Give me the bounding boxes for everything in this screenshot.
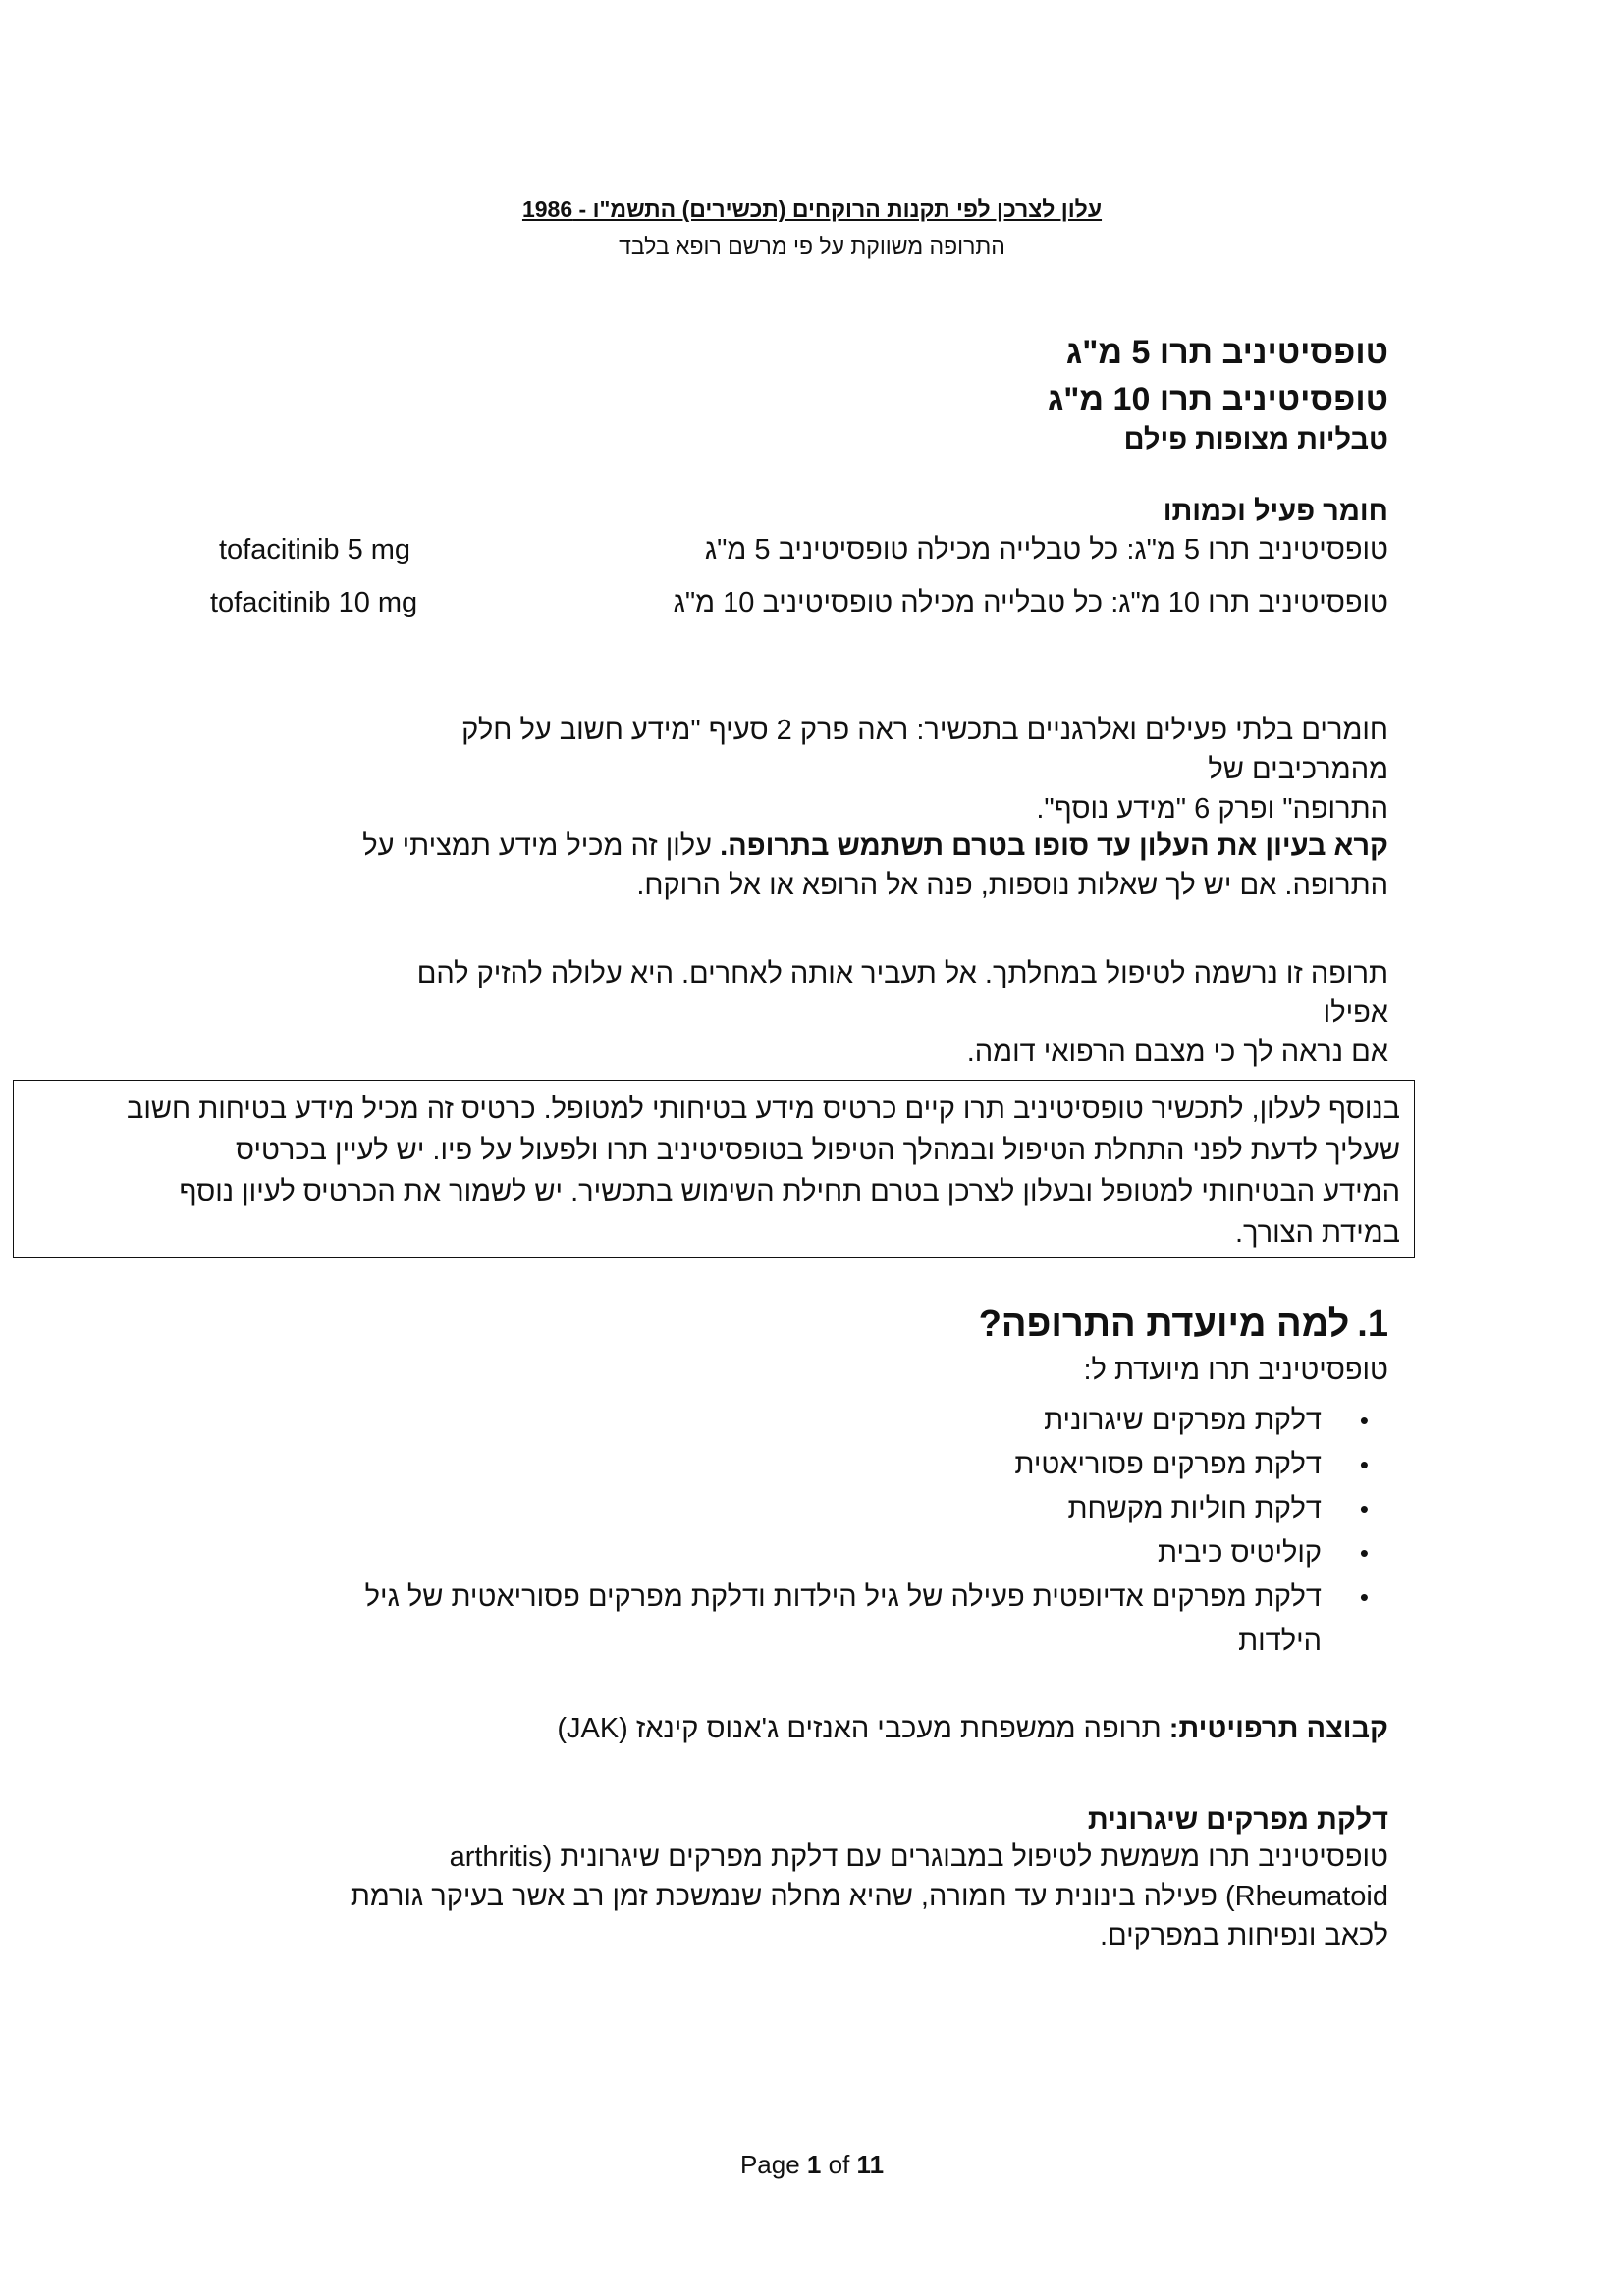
therapeutic-group-text: תרופה ממשפחת מעכבי האנזים ג'אנוס קינאז (JAK): [557, 1713, 1169, 1744]
prescribed-warning-paragraph: [348, 954, 1388, 1072]
active-ingredient-english-10mg: tofacitinib 10 mg: [210, 587, 418, 618]
list-item: • דלקת מפרקים אדיופטית פעילה של גיל הילדות ודלקת מפרקים פסוריאטית של גיל הילדות: [289, 1575, 1388, 1664]
page-total: 11: [856, 2150, 885, 2179]
of-word: of: [828, 2150, 850, 2179]
inactive-line-2: התרופה" ופרק 6 "מידע נוסף".: [1036, 793, 1388, 825]
prescribed-line-1: תרופה זו נרשמה לטיפול במחלתך. אל תעביר אותה לאחרים. היא עלולה להזיק להם אפילו: [416, 958, 1388, 1029]
ra-line-1: טופסיטיניב תרו משמשת לטיפול במבוגרים עם דלקת מפרקים שיגרונית (arthritis: [449, 1842, 1388, 1873]
safety-card-notice-box: [13, 1080, 1415, 1258]
notice-line-3: המידע הבטיחותי למטופל ובעלון לצרכן בטרם תחילת השימוש בתכשיר. יש לשמור את הכרטיס לעיון נוסף: [179, 1176, 1400, 1207]
page-current: 1: [806, 2150, 822, 2179]
product-title-5mg: טופסיטיניב תרו 5 מ"ג: [1065, 334, 1388, 371]
leaflet-regulation-title: עלון לצרכן לפי תקנות הרוקחים (תכשירים) התשמ"ו - 1986: [521, 196, 1103, 222]
notice-line-1: בנוסף לעלון, לתכשיר טופסיטיניב תרו קיים כרטיס מידע בטיחותי למטופל. כרטיס זה מכיל מידע בטיחות חשוב: [127, 1094, 1400, 1125]
read-carefully-bold: קרא בעיון את העלון עד סופו בטרם תשתמש בתרופה.: [720, 830, 1388, 862]
inactive-ingredients-paragraph: [348, 711, 1388, 828]
therapeutic-group-label: קבוצה תרפויטית:: [1168, 1713, 1388, 1744]
bullet-icon: •: [1359, 1494, 1369, 1523]
active-ingredient-english-5mg: tofacitinib 5 mg: [219, 534, 411, 565]
page-number-footer: [0, 2150, 1624, 2180]
bullet-icon: •: [1359, 1538, 1369, 1568]
section-1-heading: [979, 1304, 1388, 1346]
bullet-icon: •: [1359, 1406, 1369, 1435]
section-1-intro: טופסיטיניב תרו מיועדת ל:: [1083, 1355, 1388, 1386]
read-carefully-paragraph: [348, 827, 1388, 905]
prescribed-line-2: אם נראה לך כי מצבם הרפואי דומה.: [966, 1037, 1388, 1068]
inactive-line-1: חומרים בלתי פעילים ואלרגניים בתכשיר: ראה פרק 2 סעיף "מידע חשוב על חלק מהמרכיבים של: [461, 715, 1388, 785]
active-ingredient-heading: חומר פעיל וכמותו: [1163, 496, 1388, 527]
section-1-title: למה מיועדת התרופה?: [978, 1304, 1350, 1345]
read-carefully-rest: עלון זה מכיל מידע תמציתי על: [362, 830, 721, 862]
ra-line-2: Rheumatoid) פעילה בינונית עד חמורה, שהיא מחלה שנמשכת זמן רב אשר בעיקר גורמת: [350, 1881, 1388, 1912]
ra-heading: דלקת מפרקים שיגרונית: [1087, 1804, 1388, 1836]
ra-paragraph: [348, 1838, 1388, 1955]
list-item: • דלקת מפרקים שיגרונית: [289, 1399, 1388, 1443]
notice-line-2: שעליך לדעת לפני התחלת הטיפול ובמהלך הטיפול בטופסיטיניב תרו ולפעול על פיו. יש לעיין בכרטיס: [236, 1135, 1400, 1166]
ra-line-3: לכאב ונפיחות במפרקים.: [1099, 1920, 1388, 1951]
active-ingredient-row-5mg: טופסיטיניב תרו 5 מ"ג: כל טבלייה מכילה טופסיטיניב 5 מ"ג: [704, 534, 1388, 565]
bullet-icon: •: [1359, 1582, 1369, 1612]
notice-line-4: במידת הצורך.: [1235, 1217, 1400, 1249]
product-form: טבליות מצופות פילם: [1123, 424, 1388, 455]
active-ingredient-row-10mg: טופסיטיניב תרו 10 מ"ג: כל טבלייה מכילה טופסיטיניב 10 מ"ג: [673, 587, 1388, 618]
prescription-note: התרופה משווקת על פי מרשם רופא בלבד: [619, 234, 1005, 259]
read-carefully-line-2: התרופה. אם יש לך שאלות נוספות, פנה אל הרופא או אל הרוקח.: [636, 870, 1388, 901]
therapeutic-group: [557, 1713, 1388, 1745]
section-1-number: 1.: [1357, 1304, 1388, 1345]
page-word: Page: [739, 2150, 800, 2179]
list-item: • דלקת חוליות מקשחת: [289, 1487, 1388, 1531]
list-item: • קוליטיס כיבית: [289, 1531, 1388, 1575]
indications-list: [289, 1399, 1388, 1664]
bullet-icon: •: [1359, 1450, 1369, 1479]
product-title-10mg: טופסיטיניב תרו 10 מ"ג: [1048, 381, 1388, 418]
list-item: • דלקת מפרקים פסוריאטית: [289, 1443, 1388, 1487]
